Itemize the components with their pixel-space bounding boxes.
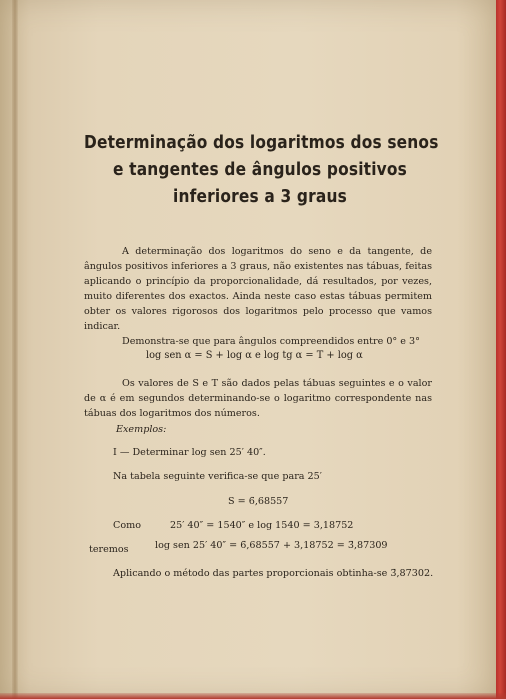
- example-text: Na tabela seguinte verifica-se que para 25′: [113, 471, 322, 482]
- paragraph-intro: A determinação dos logaritmos do seno e da tangente, de ângulos positivos inferiores a 3 graus, não existentes nas tábuas, feitas aplicando o princípio da proporcionalidade, dá resultados, por vezes, muito diferentes dos exactos. Ainda neste caso estas tábuas permitem obter os valores rigorosos dos logaritmos pelo processo que vamos indicar.: [84, 246, 432, 332]
- examples-heading: Exemplos:: [116, 424, 167, 435]
- page-title: [84, 130, 439, 211]
- page-spine-shadow: [12, 0, 18, 699]
- paragraph-values: Os valores de S e T são dados pelas tábuas seguintes e o valor de α é em segundos determinando-se o logaritmo correspondente nas tábuas dos logaritmos dos números.: [84, 378, 432, 419]
- como-expression: 25′ 40″ = 1540″ e log 1540 = 3,18752: [170, 520, 354, 531]
- paragraph-demonstration: Demonstra-se que para ângulos compreendidos entre 0° e 3°: [122, 336, 420, 347]
- title-line-2: e tangentes de ângulos positivos: [113, 160, 407, 180]
- conclusion-line: Aplicando o método das partes proporcionais obtinha-se 3̄,87302.: [113, 568, 434, 579]
- example-1: I — Determinar log sen 25′ 40″.: [113, 447, 266, 458]
- title-line-3: inferiores a 3 graus: [173, 187, 347, 207]
- formula-line: log sen α = S + log α e log tg α = T + log α: [146, 350, 363, 361]
- paragraph-values-block: [84, 376, 432, 421]
- como-label: Como: [113, 520, 141, 531]
- body-text: [84, 244, 432, 349]
- teremos-expression: log sen 25′ 40″ = 6̄,68557 + 3,18752 = 3̄,87309: [155, 540, 388, 551]
- title-line-1: Determinação dos logaritmos dos senos: [84, 133, 439, 153]
- teremos-label: teremos: [89, 544, 129, 555]
- red-bottom-edge: [0, 693, 506, 699]
- red-cover-edge: [496, 0, 506, 699]
- s-value: S = 6̄,68557: [228, 496, 289, 507]
